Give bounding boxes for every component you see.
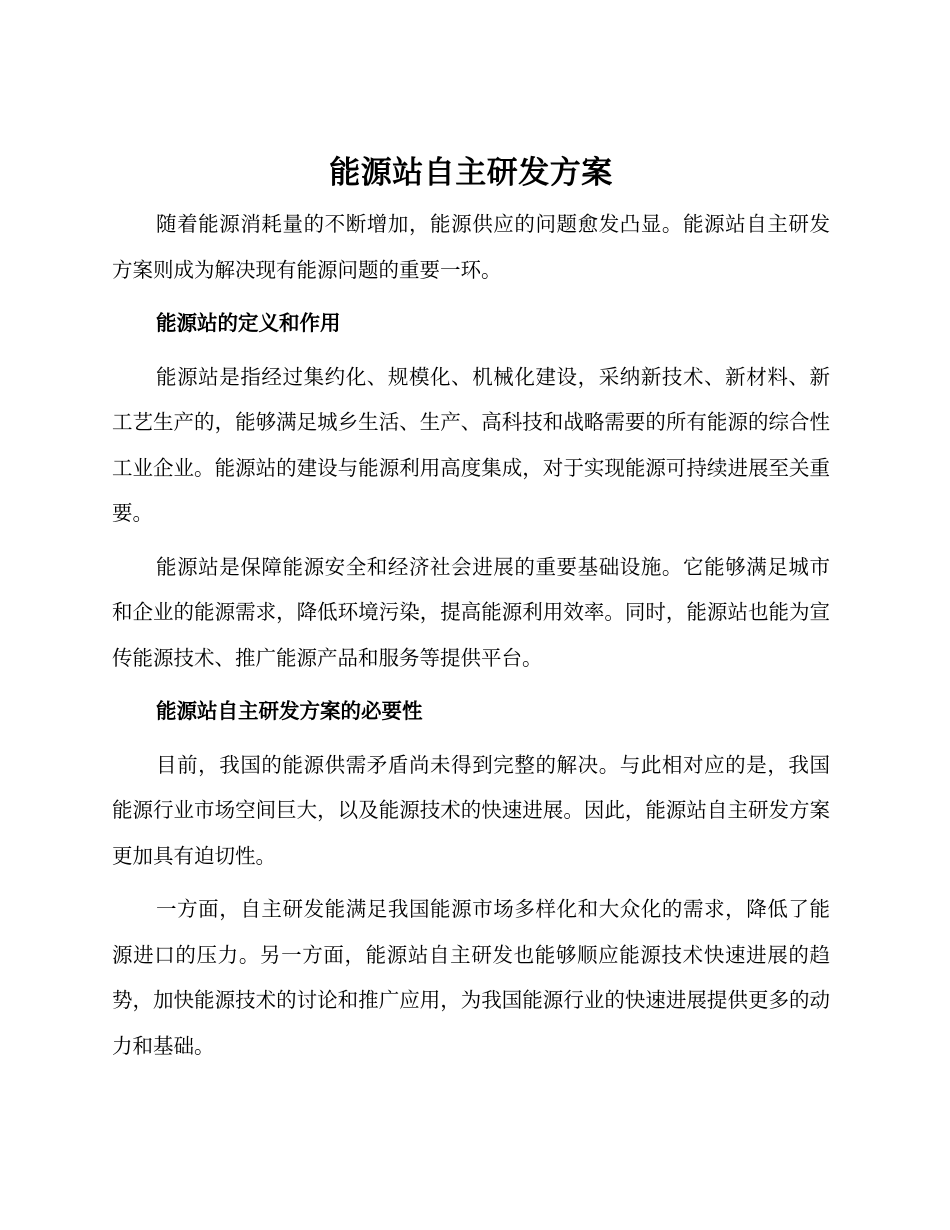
section-heading-necessity: 能源站自主研发方案的必要性 — [156, 699, 423, 723]
intro-paragraph: 随着能源消耗量的不断增加，能源供应的问题愈发凸显。能源站自主研发方案则成为解决现有能源问题的重要一环。 — [112, 212, 830, 282]
document-page — [112, 150, 830, 1077]
section-heading-definition: 能源站的定义和作用 — [156, 311, 341, 335]
document-title: 能源站自主研发方案 — [329, 155, 613, 191]
necessity-paragraph: 目前，我国的能源供需矛盾尚未得到完整的解决。与此相对应的是，我国能源行业市场空间巨大，以及能源技术的快速进展。因此，能源站自主研发方案更加具有迫切性。 — [112, 752, 830, 868]
benefits-paragraph: 一方面，自主研发能满足我国能源市场多样化和大众化的需求，降低了能源进口的压力。另一方面，能源站自主研发也能够顺应能源技术快速进展的趋势，加快能源技术的讨论和推广应用，为我国能源行业的快速进展提供更多的动力和基础。 — [112, 897, 830, 1058]
role-paragraph: 能源站是保障能源安全和经济社会进展的重要基础设施。它能够满足城市和企业的能源需求，降低环境污染，提高能源利用效率。同时，能源站也能为宣传能源技术、推广能源产品和服务等提供平台。 — [112, 554, 830, 670]
definition-paragraph: 能源站是指经过集约化、规模化、机械化建设，采纳新技术、新材料、新工艺生产的，能够满足城乡生活、生产、高科技和战略需要的所有能源的综合性工业企业。能源站的建设与能源利用高度集成，对于实现能源可持续进展至关重要。 — [112, 364, 830, 525]
